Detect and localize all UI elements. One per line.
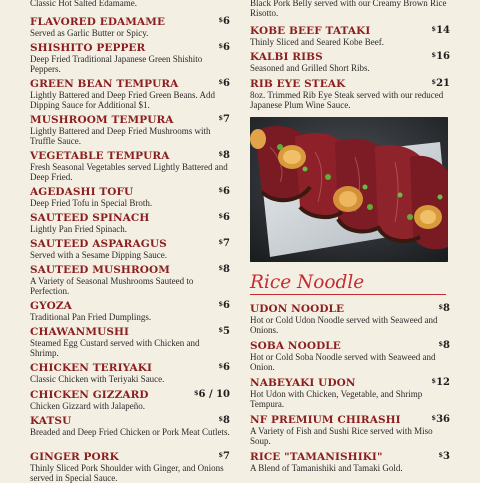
section-title-rice-noodle: Rice Noodle <box>250 272 365 293</box>
item-description: Served as Garlic Butter or Spicy. <box>30 28 149 38</box>
item-description: Served with a Sesame Dipping Sauce. <box>30 250 167 260</box>
item-name: SOBA NOODLE <box>250 340 341 352</box>
menu-item <box>30 186 230 208</box>
item-price: $6 <box>218 212 230 223</box>
item-name: GINGER PORK <box>30 451 119 463</box>
menu-item <box>30 150 230 182</box>
menu-item <box>30 212 230 234</box>
item-description: Thinly Sliced Pork Shoulder with Ginger, and Onions served in Special Sauce. <box>30 463 224 483</box>
item-description: Black Pork Belly served with our Creamy Brown Rice Risotto. <box>250 0 447 18</box>
menu-item <box>30 415 230 437</box>
item-name: KOBE BEEF TATAKI <box>250 25 371 37</box>
item-name: GYOZA <box>30 300 72 312</box>
menu-item <box>250 340 450 372</box>
menu-item <box>30 389 230 411</box>
item-price: $36 <box>431 414 450 425</box>
item-name: RICE "TAMANISHIKI" <box>250 451 383 463</box>
item-name: GREEN BEAN TEMPURA <box>30 78 179 90</box>
item-price: $8 <box>438 303 450 314</box>
item-description: Lightly Pan Fried Spinach. <box>30 224 127 234</box>
item-description: Hot Udon with Chicken, Vegetable, and Shrimp Tempura. <box>250 389 423 409</box>
item-description: Traditional Pan Fried Dumplings. <box>30 312 152 322</box>
menu-item <box>250 78 450 110</box>
item-description: Hot or Cold Soba Noodle served with Seaweed and Onion. <box>250 352 436 372</box>
item-description: Fresh Seasonal Vegetables served Lightly Battered and Deep Fried. <box>30 162 228 182</box>
item-price: $6 <box>218 78 230 89</box>
item-name: RIB EYE STEAK <box>250 78 346 90</box>
item-name: SAUTEED SPINACH <box>30 212 150 224</box>
item-description: A Variety of Fish and Sushi Rice served with Miso Soup. <box>250 426 433 446</box>
menu-item <box>250 0 450 18</box>
menu-item <box>250 414 450 446</box>
menu-item <box>30 16 230 38</box>
item-price: $6 <box>218 42 230 53</box>
item-description: Deep Fried Traditional Japanese Green Shishito Peppers. <box>30 54 203 74</box>
item-name: AGEDASHI TOFU <box>30 186 134 198</box>
item-price: $8 <box>218 264 230 275</box>
item-price: $14 <box>431 25 450 36</box>
menu-item <box>250 451 450 473</box>
item-price: $6 <box>218 300 230 311</box>
menu-item <box>30 362 230 384</box>
item-description: Classic Hot Salted Edamame. <box>30 0 137 8</box>
item-price: $6 / 10 <box>193 389 230 400</box>
item-description: 8oz. Trimmed Rib Eye Steak served with our reduced Japanese Plum Wine Sauce. <box>250 90 444 110</box>
item-price: $16 <box>431 51 450 62</box>
menu-item <box>30 451 230 483</box>
item-description: Deep Fried Tofu in Special Broth. <box>30 198 153 208</box>
menu-item <box>30 238 230 260</box>
menu-item <box>250 303 450 335</box>
item-price: $7 <box>218 114 230 125</box>
item-description: Lightly Battered and Deep Fried Green Beans. Add Dipping Sauce for Additional $1. <box>30 90 215 110</box>
menu-item <box>30 78 230 110</box>
sliced-beef-illustration <box>250 117 448 262</box>
item-name: CHICKEN GIZZARD <box>30 389 149 401</box>
item-price: $5 <box>218 326 230 337</box>
item-description: Hot or Cold Udon Noodle served with Seaweed and Onions. <box>250 315 438 335</box>
item-price: $3 <box>438 451 450 462</box>
menu-item <box>30 300 230 322</box>
item-name: KATSU <box>30 415 72 427</box>
item-name: MUSHROOM TEMPURA <box>30 114 174 126</box>
menu-item <box>30 42 230 74</box>
item-price: $7 <box>218 238 230 249</box>
item-price: $6 <box>218 186 230 197</box>
item-price: $12 <box>431 377 450 388</box>
item-name: UDON NOODLE <box>250 303 345 315</box>
item-description: Chicken Gizzard with Jalapeño. <box>30 401 145 411</box>
item-description: A Blend of Tamanishiki and Tamaki Gold. <box>250 463 403 473</box>
item-price: $6 <box>218 16 230 27</box>
menu-item <box>250 377 450 409</box>
item-price: $8 <box>218 415 230 426</box>
item-description: Breaded and Deep Fried Chicken or Pork Meat Cutlets. <box>30 427 230 437</box>
item-price: $7 <box>218 451 230 462</box>
item-price: $6 <box>218 362 230 373</box>
item-description: Lightly Battered and Deep Fried Mushrooms with Truffle Sauce. <box>30 126 211 146</box>
menu-item <box>30 0 230 8</box>
item-name: SAUTEED MUSHROOM <box>30 264 170 276</box>
item-name: CHICKEN TERIYAKI <box>30 362 152 374</box>
item-description: A Variety of Seasonal Mushrooms Sauteed to Perfection. <box>30 276 194 296</box>
item-description: Thinly Sliced and Seared Kobe Beef. <box>250 37 384 47</box>
menu-item <box>250 25 450 47</box>
item-name: SAUTEED ASPARAGUS <box>30 238 167 250</box>
menu-item <box>250 51 450 73</box>
menu-item <box>30 326 230 358</box>
item-name: SHISHITO PEPPER <box>30 42 146 54</box>
section-divider <box>250 294 446 295</box>
menu-item <box>30 264 230 296</box>
item-name: KALBI RIBS <box>250 51 323 63</box>
item-description: Classic Chicken with Teriyaki Sauce. <box>30 374 165 384</box>
item-description: Steamed Egg Custard served with Chicken and Shrimp. <box>30 338 200 358</box>
item-price: $8 <box>218 150 230 161</box>
item-price: $8 <box>438 340 450 351</box>
item-name: NABEYAKI UDON <box>250 377 356 389</box>
item-name: FLAVORED EDAMAME <box>30 16 166 28</box>
item-price: $21 <box>431 78 450 89</box>
item-name: CHAWANMUSHI <box>30 326 130 338</box>
item-name: NF PREMIUM CHIRASHI <box>250 414 401 426</box>
menu-item <box>30 114 230 146</box>
beef-dish-photo <box>250 117 448 262</box>
item-name: VEGETABLE TEMPURA <box>30 150 170 162</box>
item-description: Seasoned and Grilled Short Ribs. <box>250 63 370 73</box>
